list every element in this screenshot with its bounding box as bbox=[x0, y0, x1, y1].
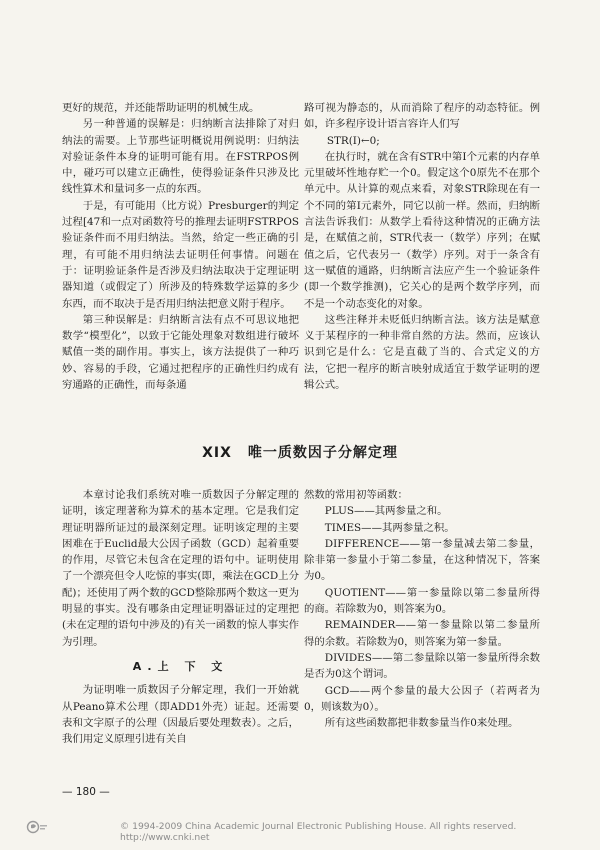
bottom-left-column bbox=[62, 487, 299, 747]
paragraph: 在执行时，就在含有STR中第I个元素的内存单元里破坏性地存贮一个0。假定这个0原先不在那个单元中。从计算的观点来看，对象STR除现在有一个不同的第I元素外，同它以前一样。然而，归纳断言法告诉我们：从数学上看待这种情况的正确方法是，在赋值之前，STR代表一（数学）序列；在赋值之后，它代表另一（数学）序列。对于一条含有这一赋值的通路，归纳断言法应产生一个验证条件(即一个数学推测)，它关心的是两个数学序列，而不是一个动态变化的对象。 bbox=[304, 150, 540, 310]
top-right-column bbox=[304, 100, 540, 393]
definition-item: QUOTIENT——第一参量除以第二参量所得的商。若除数为0，则答案为0。 bbox=[304, 586, 540, 616]
paragraph: 然数的常用初等函数： bbox=[304, 489, 408, 501]
paragraph: 路可视为静态的，从而消除了程序的动态特征。例如，许多程序设计语言容许人们写 bbox=[304, 102, 540, 131]
definition-item: TIMES——其两参量之积。 bbox=[324, 521, 455, 534]
bottom-right-column bbox=[304, 487, 540, 731]
paragraph: 所有这些函数都把非数参量当作0来处理。 bbox=[324, 717, 519, 730]
paragraph: 本章讨论我们系统对唯一质数因子分解定理的证明，该定理著称为算术的基本定理。它是我们定理证明器所证过的最深刻定理。证明该定理的主要困难在于Euclid最大公因子函数（GCD）起着重要的作用，尽管它未包含在定理的语句中。证明使用了一个漂亮但令人吃惊的事实(即，乘法在GCD上分配)；还使用了两个数的GCD整除那两个数这一更为明显的事实。没有哪条由定理证明器证过的定理把(未在定理的语句中涉及的)有关一函数的惊人事实作为引理。 bbox=[62, 489, 299, 648]
top-left-column bbox=[62, 100, 299, 393]
copyright-text: © 1994-2009 China Academic Journal Electronic Publishing House. All rights reserved. http://www.cnki.net bbox=[120, 821, 517, 843]
paragraph: 于是，有可能用（比方说）Presburger的判定过程[47和一点对函数符号的推理去证明FSTRPOS验证条件而不用归纳法。当然，给定一些正确的引理，有可能不用归纳法去证明任何事情。问题在于：证明验证条件是否涉及归纳法取决于定理证明器知道（或假定了）所涉及的特殊数学运算的多少东西，而不取决于是否用归纳法把意义附于程序。 bbox=[62, 199, 299, 310]
paragraph: 为证明唯一质数因子分解定理，我们一开始就从Peano算术公理（即ADD1外壳）证起。还需要表和文字原子的公理（因最后要处理数表）。之后，我们用定义原理引进有关自 bbox=[62, 684, 299, 746]
section-title: 唯一质数因子分解定理 bbox=[247, 445, 398, 461]
subsection-heading: A.上 下 文 bbox=[132, 659, 229, 673]
code-line: STR(I)←0; bbox=[326, 134, 380, 147]
paragraph: 第三种误解是：归纳断言法有点不可思议地把数学“模型化”，以致于它能处理象对数组进行破坏赋值一类的副作用。事实上，该方法提供了一种巧妙、容易的手段，它通过把程序的正确性归约成有穷通路的正确性，而每条通 bbox=[62, 313, 299, 392]
definition-item: PLUS——其两参量之和。 bbox=[324, 505, 448, 518]
page-number: — 180 — bbox=[62, 786, 110, 798]
section-number: XIX bbox=[202, 445, 232, 461]
paragraph: 这些注释并未贬低归纳断言法。该方法是赋意义于某程序的一种非常自然的方法。然而，应该认识到它是什么：它是直截了当的、合式定义的方法，它把一程序的断言映射成适宜于数学证明的逻辑公式。 bbox=[304, 313, 540, 392]
definition-item: GCD——两个参量的最大公因子（若两者为0，则该数为0）。 bbox=[304, 684, 540, 713]
definition-item: DIFFERENCE——第一参量减去第二参量，除非第一参量小于第二参量，在这种情况下，答案为0。 bbox=[304, 537, 540, 583]
footer bbox=[0, 818, 600, 843]
cnki-logo-icon bbox=[26, 820, 48, 834]
definition-item: DIVIDES——第二参量除以第一参量所得余数是否为0这个谓词。 bbox=[304, 651, 540, 681]
definition-item: REMAINDER——第一参量除以第二参量所得的余数。若除数为0，则答案为第一参量。 bbox=[304, 619, 540, 648]
paragraph: 更好的规范，并还能帮助证明的机械生成。 bbox=[62, 102, 260, 114]
section-heading bbox=[0, 442, 600, 462]
paragraph: 另一种普通的误解是：归纳断言法排除了对归纳法的需要。上节那些证明概说用例说明：归纳法对验证条件本身的证明可能有用。在FSTRPOS例中，碰巧可以建立正确性，使得验证条件只涉及比线性算术和量词多一点的东西。 bbox=[62, 118, 299, 196]
